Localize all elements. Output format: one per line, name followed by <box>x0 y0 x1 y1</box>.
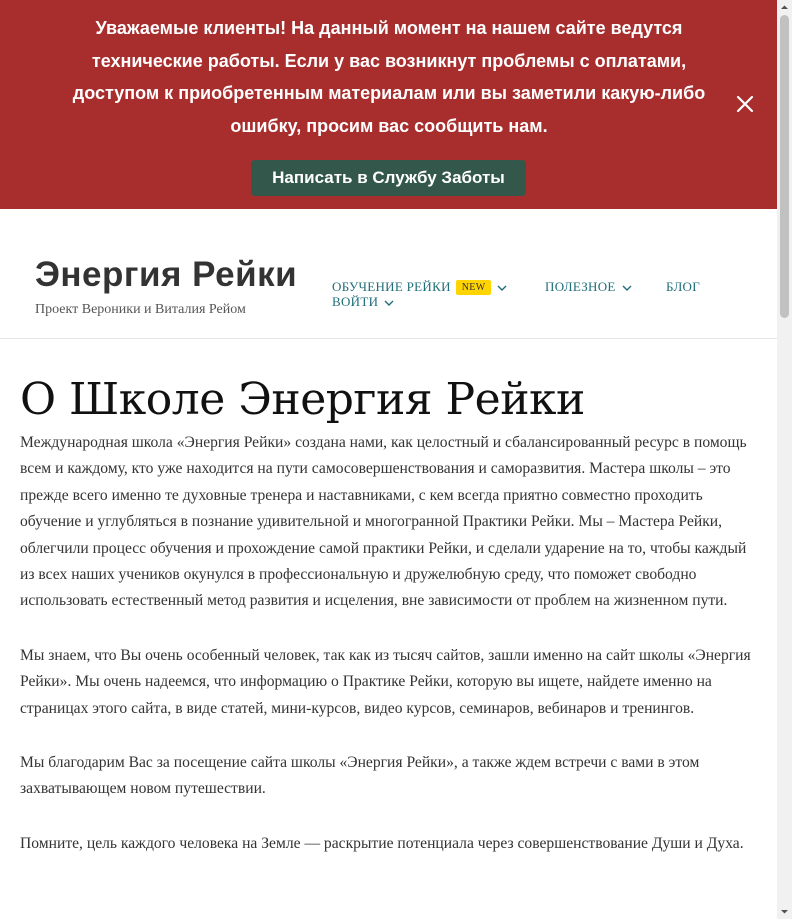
nav-item-blog[interactable] <box>666 279 700 295</box>
nav-item-label: ПОЛЕЗНОЕ <box>545 279 616 294</box>
new-badge: NEW <box>456 280 492 295</box>
nav-item-useful[interactable] <box>545 279 632 296</box>
site-title[interactable]: Энергия Рейки <box>35 255 298 294</box>
page-title: О Школе Энергия Рейки <box>20 374 585 425</box>
close-icon[interactable] <box>734 93 756 115</box>
notice-message: Уважаемые клиенты! На данный момент на нашем сайте ведутся технические работы. Если у вас возникнут проблемы с оплатами, доступом к приобретенным материалам или вы заметили какую-либо ошибку, просим вас сообщить нам. <box>72 18 706 136</box>
site-tagline: Проект Вероники и Виталия Рейом <box>35 302 246 317</box>
paragraph: Международная школа «Энергия Рейки» создана нами, как целостный и сбалансированный ресурс в помощь всем и каждому, кто уже находится на пути самосовершенствования и саморазвития. Мастера школы – это прежде всего именно те духовные тренера и наставниками, с кем всегда приятно совместно проходить обучение и углубляться в познание удивительной и многогранной Практики Рейки. Мы – Мастера Рейки, облегчили процесс обучения и прохождение самой практики Рейки, и сделали ударение на то, чтобы каждый из всех наших учеников окунулся в профессиональную и дружелюбную среду, что поможет свободно использовать естественный метод развития и исцеления, вне зависимости от проблем на жизненном пути. <box>20 434 747 610</box>
notice-banner <box>0 0 777 209</box>
contact-support-button[interactable]: Написать в Службу Заботы <box>251 160 526 196</box>
article-body <box>20 430 760 885</box>
chevron-down-icon <box>622 280 632 296</box>
nav-item-login[interactable] <box>332 294 394 311</box>
vertical-scrollbar[interactable] <box>777 0 792 919</box>
chevron-down-icon <box>384 295 394 311</box>
paragraph: Мы благодарим Вас за посещение сайта школы «Энергия Рейки», а также ждем встречи с вами в этом захватывающем новом путешествии. <box>20 754 700 798</box>
paragraph: Помните, цель каждого человека на Земле — раскрытие потенциала через совершенствование Души и Духа. <box>20 834 744 852</box>
chevron-down-icon <box>497 280 507 296</box>
paragraph: Мы знаем, что Вы очень особенный человек, так как из тысяч сайтов, зашли именно на сайт школы «Энергия Рейки». Мы очень надеемся, что информацию о Практике Рейки, которую вы ищете, найдете именно на страницах этого сайта, в виде статей, мини-курсов, видео курсов, семинаров, вебинаров и тренингов. <box>20 646 751 717</box>
scrollbar-thumb[interactable] <box>780 15 789 318</box>
nav-item-label: ОБУЧЕНИЕ РЕЙКИ <box>332 279 451 294</box>
nav-item-label: ВОЙТИ <box>332 294 379 309</box>
scroll-up-arrow-icon[interactable] <box>777 0 792 15</box>
scroll-down-arrow-icon[interactable] <box>777 904 792 919</box>
nav-item-label: БЛОГ <box>666 279 701 294</box>
site-header <box>0 209 777 339</box>
